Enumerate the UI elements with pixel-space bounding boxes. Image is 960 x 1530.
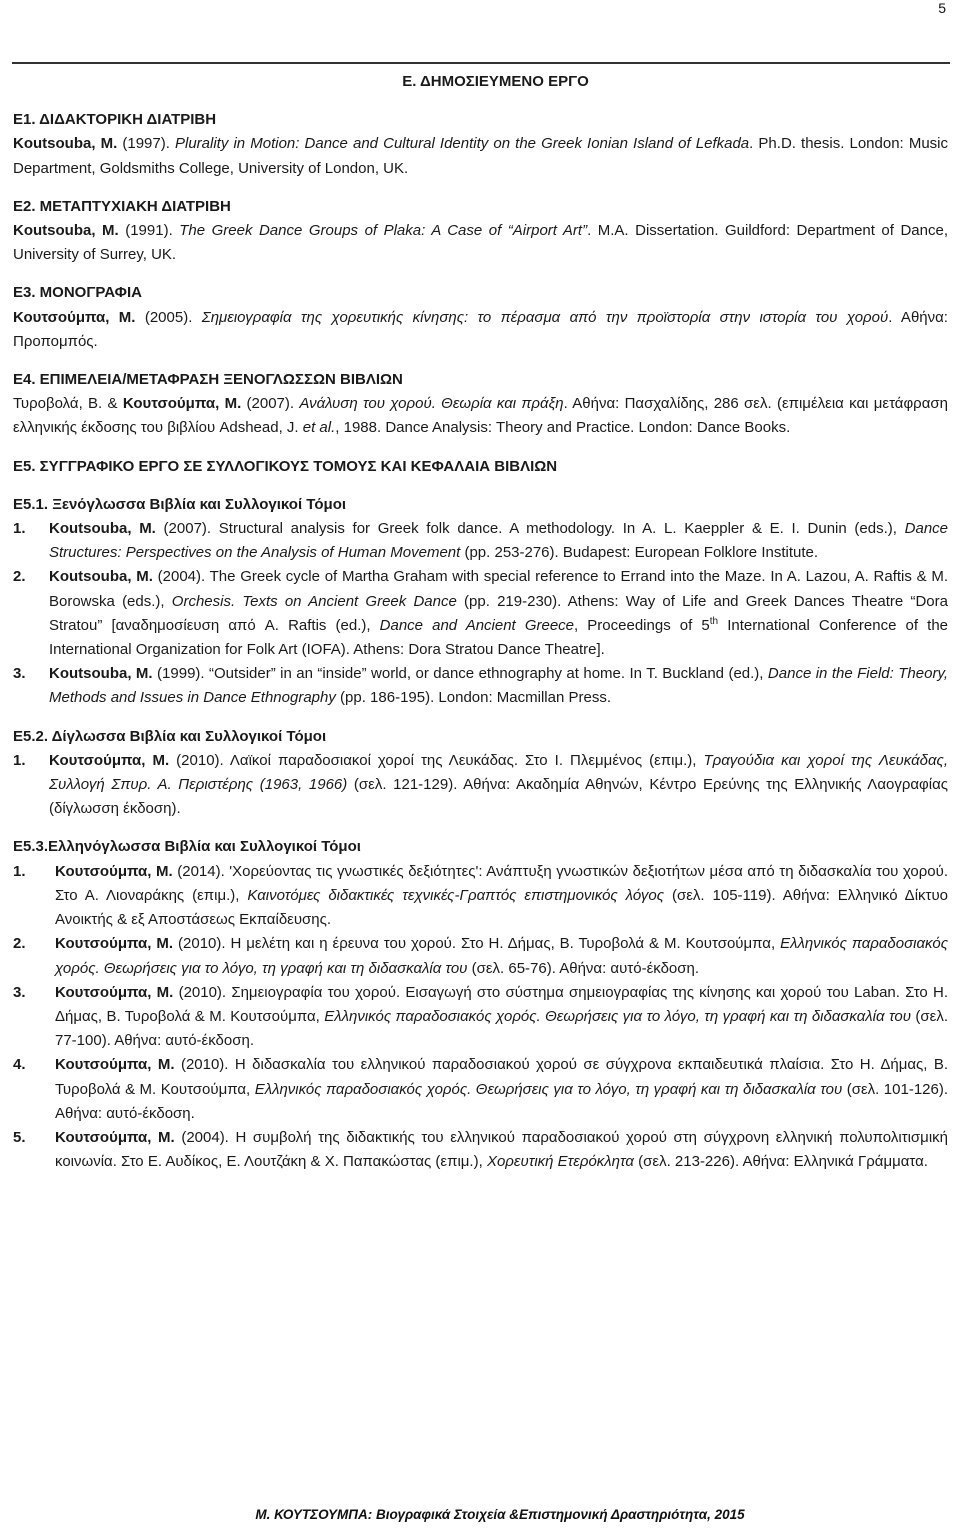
list-item <box>13 981 948 1054</box>
ref-title: Orchesis. Texts on Ancient Greek Dance <box>171 592 457 610</box>
ref-text-3: , Proceedings of 5 <box>574 616 710 634</box>
ref-text-2: (σελ. 77-100). Αθήνα: αυτό-έκδοση. <box>55 1007 948 1050</box>
ref-author: Koutsouba, M. <box>49 568 153 586</box>
ref-text: (2014). 'Χορεύοντας τις γνωστικές δεξιότητες': Ανάπτυξη γνωστικών δεξιοτήτων μέσα από τη διδασκαλία του χορού. Στο Α. Λιοναράκης (επιμ.), <box>55 862 948 904</box>
ref-text-2: (σελ. 105-119). Αθήνα: Ελληνικό Δίκτυο Ανοικτής & εξ Αποστάσεως Εκπαίδευσης. <box>55 886 948 929</box>
item-number: 3. <box>13 983 26 1001</box>
reference-entry <box>13 306 948 354</box>
ref-text-2: (pp. 219-230). Athens: Way of Life and Greek Dances Theatre “Dora Stratou” [αναδημοσίευση από A. Raftis (ed.), <box>49 592 948 634</box>
ref-details-2: , 1988. Dance Analysis: Theory and Practice. London: Dance Books. <box>335 419 791 437</box>
item-number: 1. <box>13 751 26 769</box>
section-e5 <box>13 455 948 479</box>
subsection-e5-2 <box>13 725 948 822</box>
ref-author: Koutsouba, M. <box>49 520 156 538</box>
section-e4 <box>13 368 948 441</box>
ref-text: (2010). Λαϊκοί παραδοσιακοί χοροί της Λευκάδας. Στο Ι. Πλεμμένος (επιμ.), <box>169 751 704 769</box>
ref-text-2: (σελ. 121-129). Αθήνα: Ακαδημία Αθηνών, Κέντρο Ερεύνης της Ελληνικής Λαογραφίας (δίγλωσση έκδοση). <box>49 776 948 818</box>
ref-details: . Αθήνα: Προπομπός. <box>13 308 948 350</box>
ref-text-2: (σελ. 101-126). Αθήνα: αυτό-έκδοση. <box>55 1080 949 1122</box>
reference-entry <box>13 392 948 440</box>
ref-author: Κουτσούμπα, Μ. <box>55 862 173 880</box>
ref-year: (2007). <box>241 395 300 413</box>
ref-author: Κουτσούμπα, Μ. <box>55 1056 175 1074</box>
ref-coauthor: Τυροβολά, Β. & <box>13 395 123 413</box>
section-e1 <box>13 108 948 181</box>
subsection-e5-1 <box>13 493 948 711</box>
ref-text-2: (σελ. 65-76). Αθήνα: αυτό-έκδοση. <box>467 959 700 977</box>
ref-text: (2004). Η συμβολή της διδακτικής του ελληνικού παραδοσιακού χορού στη σύγχρονη ελληνική πολυπολιτισμική κοινωνία. Στο Ε. Αυδίκος, Ε. Λουτζάκη & Χ. Παπακώστας (επιμ.), <box>55 1128 948 1171</box>
ref-title: Plurality in Motion: Dance and Cultural Identity on the Greek Ionian Island of Lefkada <box>175 135 750 153</box>
ref-text: (2007). Structural analysis for Greek folk dance. A methodology. In A. L. Kaeppler & E. I. Dunin (eds.), <box>155 520 905 538</box>
section-e2 <box>13 195 948 268</box>
ref-author: Κουτσούμπα, Μ. <box>55 935 174 953</box>
subsection-heading: Ε5.1. Ξενόγλωσσα Βιβλία και Συλλογικοί Τόμοι <box>13 495 347 513</box>
ref-author: Κουτσούμπα, Μ. <box>55 1128 175 1146</box>
ref-title: Καινοτόμες διδακτικές τεχνικές-Γραπτός επιστημονικός λόγος <box>247 886 665 904</box>
ref-text: (2004). The Greek cycle of Martha Graham with special reference to Errand into the Maze. In A. Lazou, A. Raftis & M. Borowska (eds.), <box>49 568 949 610</box>
ref-title: Dance Structures: Perspectives on the Analysis of Human Movement <box>49 520 948 562</box>
section-heading: Ε1. ΔΙΔΑΚΤΟΡΙΚΗ ΔΙΑΤΡΙΒΗ <box>13 111 217 129</box>
ref-author: Koutsouba, M. <box>13 135 118 153</box>
ref-text: (2010). Η μελέτη και η έρευνα του χορού. Στο Η. Δήμας, Β. Τυροβολά & Μ. Κουτσούμπα, <box>173 935 781 953</box>
item-number: 1. <box>13 520 26 538</box>
item-number: 1. <box>13 862 26 880</box>
list-item <box>13 749 948 822</box>
section-e3 <box>13 281 948 354</box>
section-heading: Ε4. ΕΠΙΜΕΛΕΙΑ/ΜΕΤΑΦΡΑΣΗ ΞΕΝΟΓΛΩΣΣΩΝ ΒΙΒΛΙΩΝ <box>13 371 403 389</box>
ref-title-2: Dance and Ancient Greece <box>379 616 575 634</box>
ref-title: Ελληνικός παραδοσιακός χορός. Θεωρήσεις για το λόγο, τη γραφή και τη διδασκαλία του <box>55 935 948 977</box>
top-rule <box>12 62 950 64</box>
ref-title: Ελληνικός παραδοσιακός χορός. Θεωρήσεις για το λόγο, τη γραφή και τη διδασκαλία του <box>254 1080 843 1098</box>
ref-title: Ανάλυση του χορού. Θεωρία και πράξη <box>299 395 564 413</box>
section-heading: Ε3. ΜΟΝΟΓΡΑΦΙΑ <box>13 284 142 302</box>
ref-title: Τραγούδια και χοροί της Λευκάδας, Συλλογή Σπυρ. Α. Περιστέρης (1963, 1966) <box>49 751 948 794</box>
page-footer: Μ. ΚΟΥΤΣΟΥΜΠΑ: Βιογραφικά Στοιχεία &Επιστημονική Δραστηριότητα, 2015 <box>255 1507 745 1522</box>
ref-author: Koutsouba, M. <box>49 665 153 683</box>
ref-text: (2010). Σημειογραφία του χορού. Εισαγωγή στο σύστημα σημειογραφίας της κίνησης και χορού του Laban. Στο Η. Δήμας, Β. Τυροβολά & Μ. Κουτσούμπα, <box>55 983 948 1025</box>
reference-entry <box>13 132 948 180</box>
list-item <box>13 860 948 933</box>
item-number: 5. <box>13 1128 26 1146</box>
ref-text-2: (σελ. 213-226). Αθήνα: Ελληνικά Γράμματα. <box>633 1153 928 1171</box>
list-item <box>13 517 948 565</box>
item-number: 2. <box>13 568 26 586</box>
ref-title: The Greek Dance Groups of Plaka: A Case of “Airport Art” <box>179 222 588 240</box>
subsection-e5-3 <box>13 835 948 1174</box>
subsection-heading: Ε5.2. Δίγλωσσα Βιβλία και Συλλογικοί Τόμοι <box>13 727 327 745</box>
ref-etal: et al. <box>302 419 336 437</box>
list-item <box>13 932 948 980</box>
ref-title: Χορευτική Ετερόκλητα <box>486 1153 634 1171</box>
page-number: 5 <box>938 0 946 16</box>
ref-details: . M.A. Dissertation. Guildford: Department of Dance, University of Surrey, UK. <box>13 222 948 264</box>
ref-text-4: International Conference of the International Organization for Folk Art (IOFA). Athens: Dora Stratou Dance Theatre]. <box>49 616 948 659</box>
ref-text-2: (pp. 253-276). Budapest: European Folklore Institute. <box>460 544 819 562</box>
item-number: 4. <box>13 1056 26 1074</box>
ref-title: Dance in the Field: Theory, Methods and Issues in Dance Ethnography <box>49 665 949 707</box>
ref-details: . Ph.D. thesis. London: Music Department, Goldsmiths College, University of London, UK. <box>13 135 948 177</box>
ref-title: Ελληνικός παραδοσιακός χορός. Θεωρήσεις για το λόγο, τη γραφή και τη διδασκαλία του <box>324 1007 911 1025</box>
ref-text: (1999). “Outsider” in an “inside” world, or dance ethnography at home. In T. Buckland (ed.), <box>152 665 768 683</box>
item-number: 3. <box>13 665 26 683</box>
section-heading: Ε5. ΣΥΓΓΡΑΦΙΚΟ ΕΡΓΟ ΣΕ ΣΥΛΛΟΓΙΚΟΥΣ ΤΟΜΟΥΣ ΚΑΙ ΚΕΦΑΛΑΙΑ ΒΙΒΛΙΩΝ <box>13 457 558 475</box>
list-item <box>13 1053 948 1126</box>
reference-entry <box>13 219 948 267</box>
ordinal-suffix: th <box>709 615 719 627</box>
ref-title: Σημειογραφία της χορευτικής κίνησης: το πέρασμα από την προϊστορία στην ιστορία του χορού <box>201 308 889 326</box>
list-item <box>13 565 948 662</box>
document-body <box>13 70 948 1174</box>
section-title: Ε. ΔΗΜΟΣΙΕΥΜΕΝΟ ΕΡΓΟ <box>402 73 589 90</box>
ref-author: Koutsouba, M. <box>13 222 119 240</box>
ref-text: (2010). Η διδασκαλία του ελληνικού παραδοσιακού χορού σε σύγχρονα εκπαιδευτικά πλαίσια. Στο Η. Δήμας, Β. Τυροβολά & Μ. Κουτσούμπα, <box>55 1056 948 1098</box>
ref-text-2: (pp. 186-195). London: Macmillan Press. <box>335 689 612 707</box>
ref-author: Κουτσούμπα, Μ. <box>49 751 170 769</box>
ref-author: Κουτσούμπα, Μ. <box>55 983 174 1001</box>
list-item <box>13 1126 948 1174</box>
ref-year: (1991). <box>118 222 180 240</box>
item-number: 2. <box>13 935 26 953</box>
ref-author: Κουτσούμπα, Μ. <box>122 395 242 413</box>
ref-author: Κουτσούμπα, Μ. <box>13 308 136 326</box>
ref-year: (1997). <box>117 135 175 153</box>
list-item <box>13 662 948 710</box>
section-heading: Ε2. ΜΕΤΑΠΤΥΧΙΑΚΗ ΔΙΑΤΡΙΒΗ <box>13 197 231 215</box>
ref-year: (2005). <box>135 308 202 326</box>
ref-details: . Αθήνα: Πασχαλίδης, 286 σελ. (επιμέλεια και μετάφραση ελληνικής έκδοσης του βιβλίου Adshead, J. <box>13 395 948 437</box>
subsection-heading: Ε5.3.Ελληνόγλωσσα Βιβλία και Συλλογικοί Τόμοι <box>13 838 361 856</box>
